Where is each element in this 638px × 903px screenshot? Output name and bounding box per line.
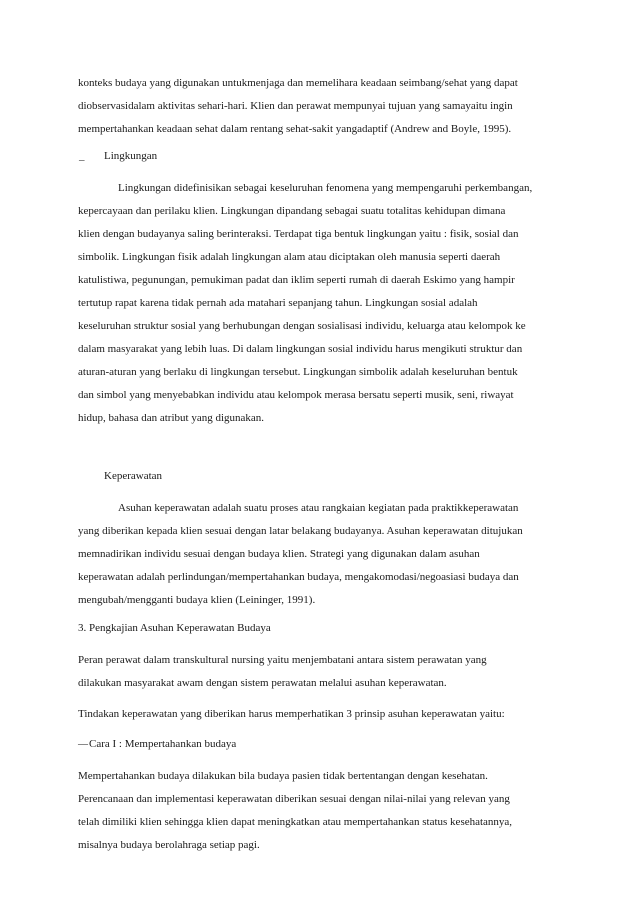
paragraph-line: keperawatan adalah perlindungan/mempertahankan budaya, mengakomodasi/negoasiasi budaya dan — [78, 571, 519, 583]
paragraph-line: mengubah/mengganti budaya klien (Leininger, 1991). — [78, 594, 316, 606]
paragraph-line: tertutup rapat karena tidak pernah ada matahari sepanjang tahun. Lingkungan sosial adalah — [78, 297, 478, 309]
paragraph-line: yang diberikan kepada klien sesuai dengan latar belakang budayanya. Asuhan keperawatan ditujukan — [78, 525, 523, 537]
paragraph-line: Tindakan keperawatan yang diberikan harus memperhatikan 3 prinsip asuhan keperawatan yaitu: — [78, 708, 505, 720]
paragraph-line: Mempertahankan budaya dilakukan bila budaya pasien tidak bertentangan dengan kesehatan. — [78, 770, 488, 782]
paragraph-line: Lingkungan didefinisikan sebagai keseluruhan fenomena yang mempengaruhi perkembangan, — [118, 182, 533, 194]
subheading-cara-1: Cara I : Mempertahankan budaya — [89, 738, 237, 750]
paragraph-line: memnadirikan individu sesuai dengan budaya klien. Strategi yang digunakan dalam asuhan — [78, 548, 480, 560]
paragraph-line: Peran perawat dalam transkultural nursing yaitu menjembatani antara sistem perawatan yang — [78, 654, 487, 666]
paragraph-line: diobservasidalam aktivitas sehari-hari. Klien dan perawat mempunyai tujuan yang samayaitu ingin — [78, 100, 513, 112]
section-heading-lingkungan: Lingkungan — [104, 150, 158, 162]
paragraph-line: hidup, bahasa dan atribut yang digunakan. — [78, 412, 265, 424]
paragraph-line: Asuhan keperawatan adalah suatu proses atau rangkaian kegiatan pada praktikkeperawatan — [118, 502, 519, 514]
paragraph-line: klien dengan budayanya saling berinteraksi. Terdapat tiga bentuk lingkungan yaitu : fisik, sosial dan — [78, 228, 519, 240]
bullet-marker: _ — [79, 150, 85, 162]
paragraph-line: dalam masyarakat yang lebih luas. Di dalam lingkungan sosial individu harus mengikuti struktur dan — [78, 343, 523, 355]
paragraph-line: Perencanaan dan implementasi keperawatan diberikan sesuai dengan nilai-nilai yang relevan yang — [78, 793, 510, 805]
paragraph-line: kepercayaan dan perilaku klien. Lingkungan dipandang sebagai suatu totalitas kehidupan dimana — [78, 205, 506, 217]
paragraph-line: konteks budaya yang digunakan untukmenjaga dan memelihara keadaan seimbang/sehat yang dapat — [78, 77, 518, 89]
section-heading-pengkajian: 3. Pengkajian Asuhan Keperawatan Budaya — [78, 622, 271, 634]
paragraph-line: simbolik. Lingkungan fisik adalah lingkungan alam atau diciptakan oleh manusia seperti daerah — [78, 251, 501, 263]
section-heading-keperawatan: Keperawatan — [104, 470, 163, 482]
paragraph-line: misalnya budaya berolahraga setiap pagi. — [78, 839, 260, 851]
paragraph-line: dilakukan masyarakat awam dengan sistem perawatan melalui asuhan keperawatan. — [78, 677, 447, 689]
bullet-marker: — — [78, 739, 88, 750]
paragraph-line: mempertahankan keadaan sehat dalam rentang sehat-sakit yangadaptif (Andrew and Boyle, 1995). — [78, 123, 512, 135]
paragraph-line: aturan-aturan yang berlaku di lingkungan tersebut. Lingkungan simbolik adalah keseluruhan bentuk — [78, 366, 518, 378]
paragraph-line: keseluruhan struktur sosial yang berhubungan dengan sosialisasi individu, keluarga atau kelompok ke — [78, 320, 526, 332]
paragraph-line: telah dimiliki klien sehingga klien dapat meningkatkan atau mempertahankan status kesehatannya, — [78, 816, 513, 828]
paragraph-line: dan simbol yang menyebabkan individu atau kelompok merasa bersatu seperti musik, seni, riwayat — [78, 389, 514, 401]
paragraph-line: katulistiwa, pegunungan, pemukiman padat dan iklim seperti rumah di daerah Eskimo yang hampir — [78, 274, 515, 286]
